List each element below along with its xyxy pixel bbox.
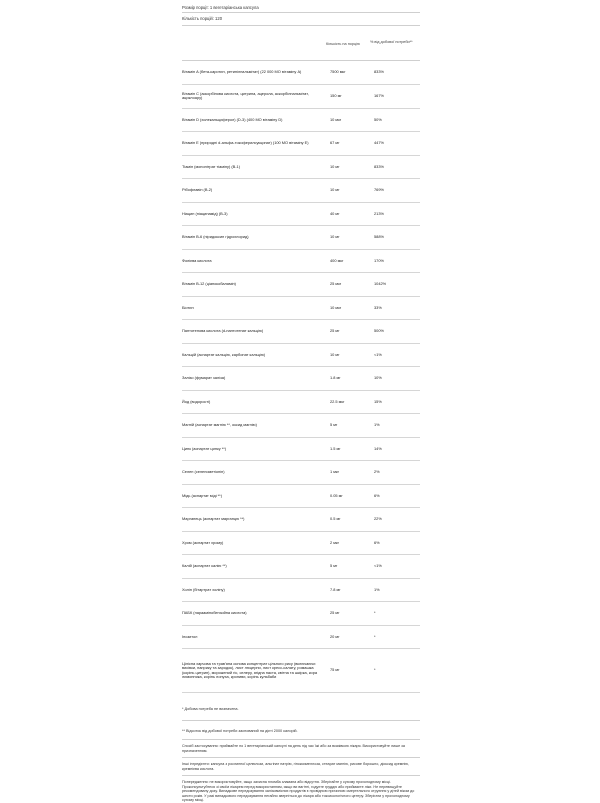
nutrient-name: ПАБК (параамінобензойна кислота)	[182, 602, 330, 626]
nutrient-dv: 833%	[374, 61, 420, 85]
nutrient-amount: 75 мг	[330, 649, 374, 693]
usage-directions: Спосіб застосування: приймайте по 1 вегетаріанській капсулі на день під час їжі або за вказівкою лікаря. Використовуйте лише за призначенням.	[182, 744, 405, 753]
nutrient-dv: <1%	[374, 555, 420, 579]
nutrient-dv: 500%	[374, 320, 420, 344]
nutrient-amount: 0.05 мг	[330, 484, 374, 508]
nutrient-dv: 170%	[374, 249, 420, 273]
nutrient-amount: 25 мкг	[330, 273, 374, 297]
nutrient-amount: 7.8 мг	[330, 578, 374, 602]
nutrient-dv: 2%	[374, 461, 420, 485]
table-row	[182, 343, 420, 367]
nutrient-dv: 588%	[374, 226, 420, 250]
table-row	[182, 578, 420, 602]
nutrient-amount: 1 мкг	[330, 461, 374, 485]
nutrient-dv: 6%	[374, 531, 420, 555]
nutrient-dv: 213%	[374, 202, 420, 226]
nutrient-dv: 769%	[374, 179, 420, 203]
table-row	[182, 461, 420, 485]
table-row	[182, 390, 420, 414]
nutrient-name: Вітамін C (аскорбінова кислота, цитрина, ацерола, аскорбілпальмітат, ациклоару)	[182, 85, 330, 109]
nutrient-dv: 15%	[374, 390, 420, 414]
table-row	[182, 296, 420, 320]
table-row	[182, 132, 420, 156]
nutrient-name: Вітамін E (природні d-альфа-токоферилсукцинат) (100 МО вітаміну E)	[182, 132, 330, 156]
table-row	[182, 367, 420, 391]
nutrient-dv: 1%	[374, 578, 420, 602]
nutrient-amount: 10 мг	[330, 155, 374, 179]
nutrient-name: Калій (аспартат калію **)	[182, 555, 330, 579]
amount-header: Кількість на порцію	[326, 42, 360, 46]
table-row	[182, 602, 420, 626]
nutrient-dv: 22%	[374, 508, 420, 532]
nutrient-dv: 14%	[374, 437, 420, 461]
nutrient-name: Біотин	[182, 296, 330, 320]
footnote-daily-value: ** Відсоток від добової потреби заснований на дієті 2000 калорій.	[182, 728, 298, 733]
nutrient-name: Магній (аспартат магнію **, оксид магнію)	[182, 414, 330, 438]
table-row	[182, 155, 420, 179]
warning-text: Попередження: не використовуйте, якщо захисна пломба зламана або відсутня. Зберігайте у сухому прохолодному місці. Проконсультуйтеся зі своїм лікарем перед використанням, якщо ви вагітні, годуєте груддю або приймаєте ліки. Не перевищуйте рекомендовану дозу. Випадкове передозування залізовмісних продуктів є провідною причиною смертельного отруєння у дітей віком до шести років. У разі випадкового передозування негайно зверніться до лікаря або токсикологічного центру. Зберігати у прохолодному сухому місці.	[182, 780, 415, 803]
nutrient-name: Ніацин (ніацинамід) (B-3)	[182, 202, 330, 226]
nutrient-name: Фолієва кислота	[182, 249, 330, 273]
footnote-not-established: * Добова потреба не визначена.	[182, 707, 239, 711]
table-row	[182, 531, 420, 555]
table-row	[182, 437, 420, 461]
table-row	[182, 249, 420, 273]
table-row	[182, 484, 420, 508]
table-row	[182, 85, 420, 109]
nutrient-name: Вітамін B-12 (ціанокобаламін)	[182, 273, 330, 297]
nutrient-amount: 400 мкг	[330, 249, 374, 273]
nutrient-name: Рібофлавін (B-2)	[182, 179, 330, 203]
nutrient-name: Пантотенова кислота (d-пантотенат кальцію)	[182, 320, 330, 344]
dv-header: % від добової потреби**	[370, 40, 413, 44]
nutrient-name: Інозитол	[182, 625, 330, 649]
nutrient-amount: 67 мг	[330, 132, 374, 156]
nutrient-amount: 1.5 мг	[330, 437, 374, 461]
table-row	[182, 61, 420, 85]
nutrient-amount: 20 мг	[330, 625, 374, 649]
nutrient-dv: 167%	[374, 85, 420, 109]
table-row	[182, 226, 420, 250]
nutrient-name: Тіамін (мононітрат тіаміну) (B-1)	[182, 155, 330, 179]
nutrient-dv: 6%	[374, 484, 420, 508]
nutrient-name: Вітамін D (холекальциферол) (D-3) (400 МО вітаміну D)	[182, 108, 330, 132]
table-row	[182, 273, 420, 297]
nutrient-amount: 1.8 мг	[330, 367, 374, 391]
table-row	[182, 202, 420, 226]
nutrient-dv: 10%	[374, 367, 420, 391]
nutrient-name: Вітамін A (бета-каротин, ретинілпальмітат) (22 000 МО вітаміну A)	[182, 61, 330, 85]
table-row	[182, 179, 420, 203]
nutrient-dv: *	[374, 625, 420, 649]
nutrient-dv: 833%	[374, 155, 420, 179]
nutrient-dv: 33%	[374, 296, 420, 320]
nutrient-amount: 2 мкг	[330, 531, 374, 555]
table-row	[182, 649, 420, 693]
nutrient-name: Йод (водорості)	[182, 390, 330, 414]
serving-size: Розмір порції: 1 вегетаріанська капсула	[182, 0, 420, 13]
supplement-facts	[182, 0, 420, 803]
nutrient-amount: 25 мг	[330, 320, 374, 344]
nutrient-amount: 0.5 мг	[330, 508, 374, 532]
nutrient-amount: 10 мкг	[330, 296, 374, 320]
nutrient-amount: 10 мг	[330, 179, 374, 203]
nutrient-name: Цинк (аспартат цинку **)	[182, 437, 330, 461]
nutrient-amount: 22.5 мкг	[330, 390, 374, 414]
column-headers	[182, 26, 420, 52]
nutrient-name: Кальцій (аспартат кальцію, карбонат кальцію)	[182, 343, 330, 367]
other-ingredients: Інші інгредієнти: капсула з рослинної целюлози, альгінат натрію, гіпоксимеллоза, стеарат магнію, рисове борошно, діоксид кремнію, кремнієва кислота.	[182, 762, 409, 771]
servings-per-container: Кількість порцій: 120	[182, 13, 420, 26]
table-row	[182, 555, 420, 579]
nutrient-amount: 40 мг	[330, 202, 374, 226]
nutrient-amount: 10 мкг	[330, 108, 374, 132]
nutrient-dv: <1%	[374, 343, 420, 367]
nutrient-name: Селен (селенометіонін)	[182, 461, 330, 485]
nutrient-name: Мідь (аспартат міді **)	[182, 484, 330, 508]
table-row	[182, 625, 420, 649]
nutrient-name: Холін (бітартрат холіну)	[182, 578, 330, 602]
nutrient-amount: 7500 мкг	[330, 61, 374, 85]
nutrient-amount: 150 мг	[330, 85, 374, 109]
nutrient-amount: 10 мг	[330, 226, 374, 250]
nutrient-name: Цілісна харчова та трав'яна основа концентрат цільного рису (включаючи висівки, паприку та зародок), лист люцерни, лист кресс-салату, ромашка (корінь цитрин), морожений гіс, селеру, ягідна паста, квітна та шкірка, кора лимонника, корінь лопуха, кропиви, корінь кульбаби	[182, 649, 330, 693]
nutrient-dv: *	[374, 602, 420, 626]
nutrient-dv: 50%	[374, 108, 420, 132]
nutrient-dv: 447%	[374, 132, 420, 156]
nutrient-table	[182, 61, 420, 693]
nutrient-amount: 5 мг	[330, 555, 374, 579]
nutrient-dv: 1%	[374, 414, 420, 438]
table-row	[182, 414, 420, 438]
nutrient-amount: 25 мг	[330, 602, 374, 626]
nutrient-amount: 10 мг	[330, 343, 374, 367]
table-row	[182, 320, 420, 344]
nutrient-name: Вітамін B-6 (піридоксин гідрохлорид)	[182, 226, 330, 250]
nutrient-dv: 1042%	[374, 273, 420, 297]
nutrient-name: Залізо (фумарат заліза)	[182, 367, 330, 391]
nutrient-amount: 5 мг	[330, 414, 374, 438]
nutrient-name: Хром (аспартат хрому)	[182, 531, 330, 555]
table-row	[182, 508, 420, 532]
nutrient-name: Марганець (аспартат марганцю **)	[182, 508, 330, 532]
table-row	[182, 108, 420, 132]
nutrient-dv: *	[374, 649, 420, 693]
